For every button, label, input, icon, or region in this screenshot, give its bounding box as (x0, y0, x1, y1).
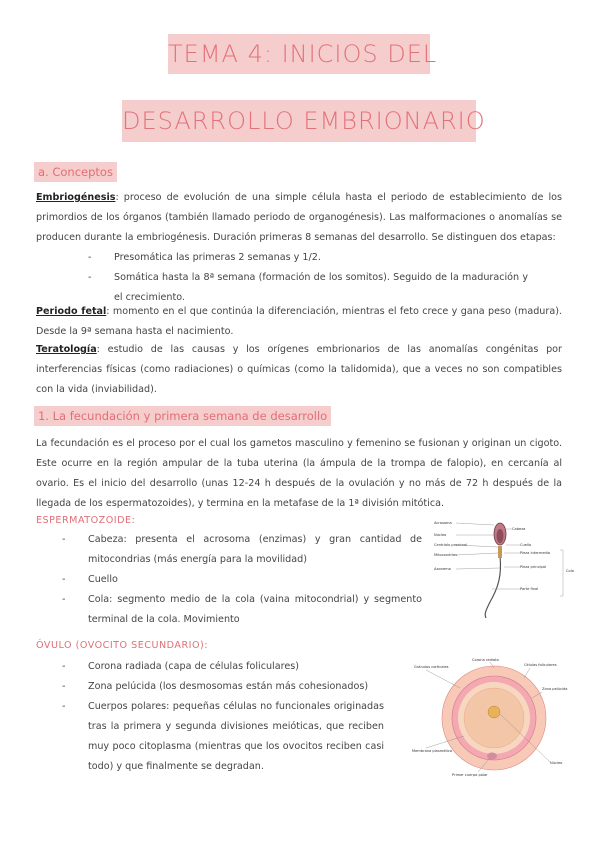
ovum-figure (412, 652, 578, 780)
label-nucleo: Núcleo (434, 533, 447, 537)
teratologia-text: : estudio de las causas y los orígenes embrionarios de las anomalías congénitas por interferencias físicas (como radiaciones) o químicas (como la talidomida), que a veces no son compatibles con la vida (inviabilidad). (36, 344, 562, 395)
label-cola: Cola (566, 569, 574, 573)
list-item: - Cuerpos polares: pequeñas células no funcionales originadas tras la primera y segunda divisiones meióticas, que reciben muy poco citoplasma (mientras que los ovocitos reciben casi todo) y que finalmente se degradan. (62, 697, 384, 777)
label-parte-final: Parte final (520, 587, 539, 591)
section-a-heading: a. Conceptos (34, 162, 117, 182)
title-line-2: DESARROLLO EMBRIONARIO (122, 100, 476, 142)
label-nucleo-ovulo: Núcleo (550, 761, 563, 765)
label-axonema: Axonema (434, 567, 451, 571)
ovulo-list (62, 657, 384, 777)
label-primer-cuerpo-polar: Primer cuerpo polar (452, 773, 488, 777)
espermatozoide-heading: ESPERMATOZOIDE: (36, 515, 136, 526)
list-item: - Somática hasta la 8ª semana (formación de los somitos). Seguido de la maduración y el crecimiento. (88, 268, 528, 308)
list-item: - Presomática las primeras 2 semanas y 1/2. (88, 248, 528, 268)
label-pieza-intermedia: Pieza intermedia (520, 551, 551, 555)
embriogenesis-paragraph (36, 188, 562, 248)
list-item: - Cola: segmento medio de la cola (vaina mitocondrial) y segmento terminal de la cola. Movimiento (62, 590, 422, 630)
list-item: - Cuello (62, 570, 422, 590)
periodo-fetal-paragraph (36, 302, 562, 342)
fecundacion-paragraph: La fecundación es el proceso por el cual los gametos masculino y femenino se fusionan y originan un cigoto. Este ocurre en la región ampular de la tuba uterina (la ámpula de la trompa de falopio), en cercanía al ovario. Es el inicio del desarrollo (unas 12-24 h después de la ovulación y no más de 72 h después de la llegada de los espermatozoides), y termina en la metafase de la 1ª división mitótica. (36, 438, 562, 509)
teratologia-term: Teratología (36, 344, 97, 355)
sperm-left-labels (434, 521, 467, 571)
label-acrosoma: Acrosoma (434, 521, 452, 525)
sperm-right-labels (512, 527, 574, 591)
list-item: - Cabeza: presenta el acrosoma (enzimas) y gran cantidad de mitocondrias (más energía para la movilidad) (62, 530, 422, 570)
periodo-fetal-term: Periodo fetal (36, 306, 107, 317)
label-granulos-corticales: Gránulos corticales (414, 665, 449, 669)
label-cabeza: Cabeza (512, 527, 526, 531)
section-1-heading: 1. La fecundación y primera semana de desarrollo (34, 406, 331, 426)
embriogenesis-text: : proceso de evolución de una simple célula hasta el periodo de establecimiento de los primordios de los órganos (también llamado periodo de organogénesis). Las malformaciones o anomalías se producen durante la embriogénesis. Duración primeras 8 semanas del desarrollo. Se distinguen dos etapas: (36, 192, 562, 243)
periodo-fetal-text: : momento en el que continúa la diferenciación, mientras el feto crece y gana peso (madura). Desde la 9ª semana hasta el nacimiento. (36, 306, 562, 337)
espermatozoide-list (62, 530, 422, 630)
teratologia-paragraph (36, 340, 562, 400)
list-item: - Zona pelúcida (los desmosomas están más cohesionados) (62, 677, 384, 697)
title-line-1: TEMA 4: INICIOS DEL (168, 34, 430, 74)
list-item: - Corona radiada (capa de células foliculares) (62, 657, 384, 677)
sperm-figure (432, 516, 582, 620)
embriogenesis-term: Embriogénesis (36, 192, 116, 203)
label-centriolo: Centríolo proximal (434, 543, 468, 547)
label-cuello: Cuello (520, 543, 532, 547)
label-mitocondrias: Mitocondrias (434, 553, 457, 557)
label-zona-pelucida: Zona pelúcida (542, 687, 568, 691)
label-membrana-plasmatica: Membrana plasmática (412, 749, 453, 753)
label-celulas-foliculares: Células foliculares (524, 663, 557, 667)
etapas-list (88, 248, 528, 308)
ovulo-heading: ÓVULO (OVOCITO SECUNDARIO): (36, 640, 208, 651)
label-pieza-principal: Pieza principal (520, 565, 547, 569)
label-corona-radiata: Corona radiata (472, 658, 499, 662)
